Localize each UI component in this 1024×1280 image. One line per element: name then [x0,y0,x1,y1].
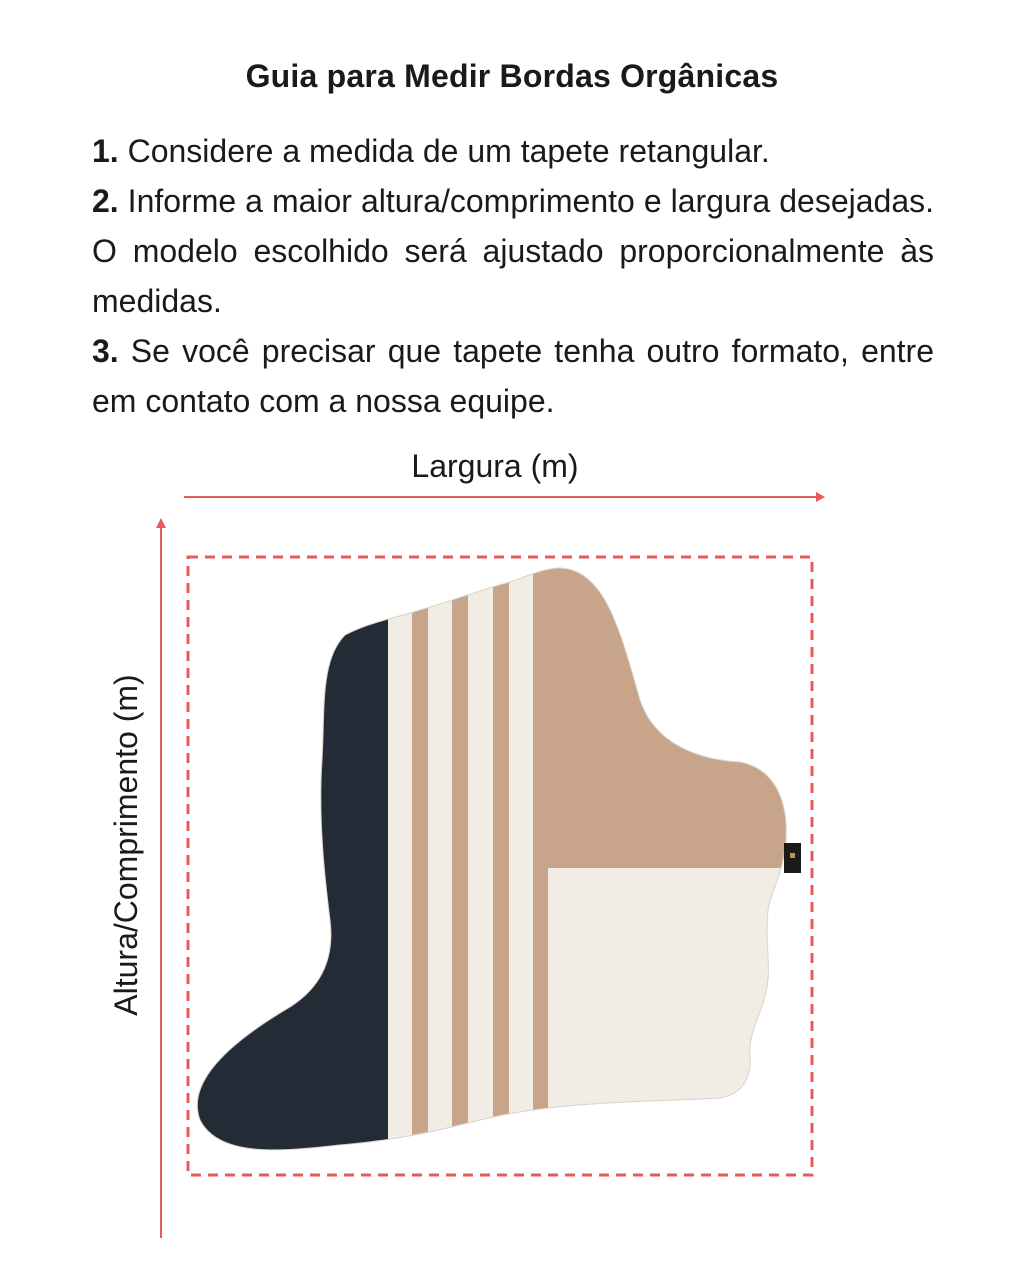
height-arrow [156,518,166,1238]
step-text: Informe a maior altura/comprimento e largura desejadas. O modelo escolhido será ajustado proporcionalmente às medidas. [92,183,934,319]
height-label: Altura/Comprimento (m) [108,674,144,1016]
rug-image [180,560,808,1168]
brand-tag [784,843,801,873]
step-text: Considere a medida de um tapete retangular. [118,133,770,169]
step-number: 3. [92,333,119,369]
width-arrow [184,492,825,502]
step-number: 1. [92,133,119,169]
width-label: Largura (m) [411,448,579,484]
step-number: 2. [92,183,119,219]
step-text: Se você precisar que tapete tenha outro formato, entre em contato com a nossa equipe. [92,333,934,419]
page-title: Guia para Medir Bordas Orgânicas [245,58,779,94]
